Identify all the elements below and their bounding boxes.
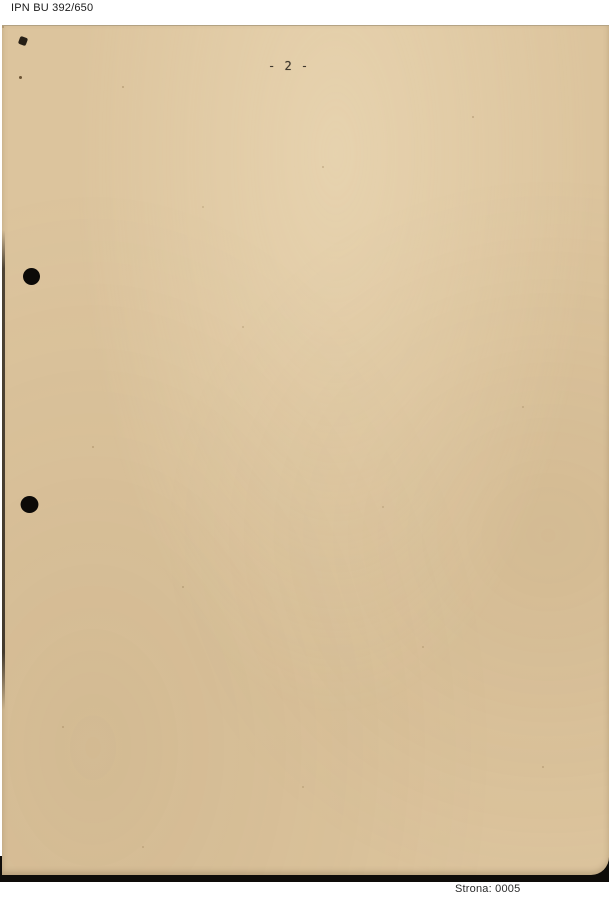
hole-punch-mark-top [23,268,40,285]
scanned-document-page [2,25,609,875]
scan-left-edge-shadow [2,230,5,710]
scan-page-counter: Strona: 0005 [455,883,521,895]
page-number: - 2 - [268,59,310,73]
ink-speck [19,76,22,79]
hole-punch-mark-bottom [21,496,39,513]
archive-reference-label: IPN BU 392/650 [11,2,94,14]
